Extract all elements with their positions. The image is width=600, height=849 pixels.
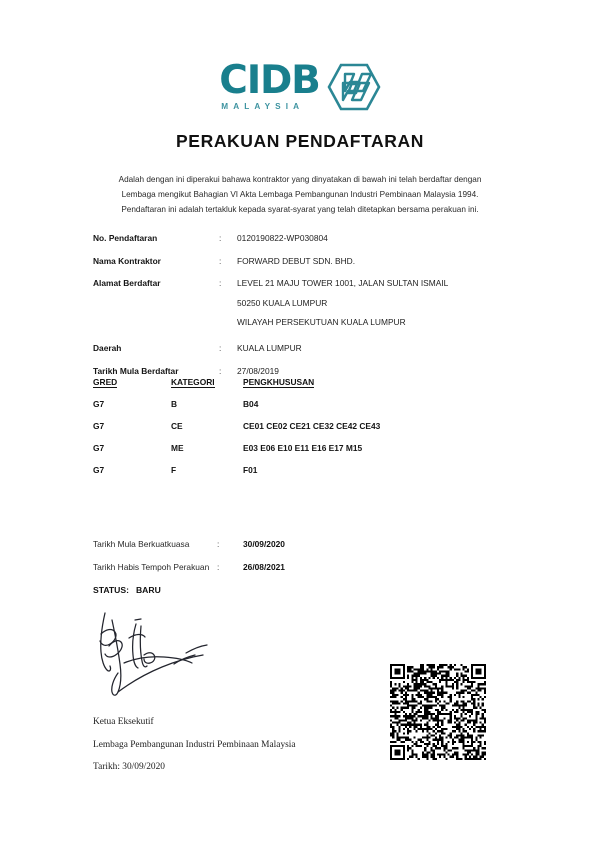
label-expiry-date: Tarikh Habis Tempoh Perakuan [93, 562, 210, 572]
table-header-row [93, 377, 513, 387]
value-address [237, 278, 513, 327]
cell-category: F [171, 465, 177, 475]
address-line-1: LEVEL 21 MAJU TOWER 1001, JALAN SULTAN ISMAIL [237, 278, 449, 288]
status-badge [93, 585, 513, 595]
field-row-contractor-name [93, 256, 513, 266]
label-status: STATUS: [93, 585, 129, 595]
field-spacer [93, 334, 513, 343]
cell-grade: G7 [93, 465, 105, 475]
value-start-date: 27/08/2019 [237, 365, 279, 376]
colon-address: : [219, 278, 222, 288]
field-row-registration-no [93, 233, 513, 243]
value-effective-date: 30/09/2020 [243, 539, 285, 549]
signatory-position: Ketua Eksekutif [93, 717, 154, 727]
column-header-category: KATEGORI [171, 377, 215, 387]
registration-details [93, 233, 513, 388]
colon-registration-no: : [219, 233, 222, 243]
grade-category-table [93, 377, 513, 487]
colon-district: : [219, 343, 222, 353]
field-row-start-date [93, 366, 513, 376]
hexagon-h-monogram-icon [327, 63, 381, 116]
cell-grade: G7 [93, 399, 105, 409]
label-start-date: Tarikh Mula Berdaftar [93, 365, 179, 376]
label-registration-no: No. Pendaftaran [93, 233, 158, 243]
value-contractor-name: FORWARD DEBUT SDN. BHD. [237, 255, 356, 266]
label-contractor-name: Nama Kontraktor [93, 255, 161, 266]
value-district: KUALA LUMPUR [237, 343, 302, 353]
logo-brand-text: CIDB [219, 58, 320, 103]
signatory-date: Tarikh: 30/09/2020 [93, 762, 165, 772]
value-status: BARU [135, 585, 161, 595]
signature-image [88, 608, 238, 703]
qr-code [390, 664, 486, 760]
cell-category: B [171, 399, 178, 409]
field-row-effective-date [93, 539, 513, 549]
cell-grade: G7 [93, 421, 105, 431]
column-header-grade: GRED [93, 377, 118, 387]
value-expiry-date: 26/08/2021 [243, 562, 285, 572]
table-row [93, 443, 513, 453]
value-registration-no: 0120190822-WP030804 [237, 233, 328, 243]
colon-contractor-name: : [219, 255, 222, 266]
label-effective-date: Tarikh Mula Berkuatkuasa [93, 539, 190, 549]
cell-specialization: CE01 CE02 CE21 CE32 CE42 CE43 [243, 421, 381, 431]
colon-start-date: : [219, 365, 222, 376]
cell-category: CE [171, 421, 183, 431]
cell-specialization: B04 [243, 399, 259, 409]
address-line-3: WILAYAH PERSEKUTUAN KUALA LUMPUR [237, 317, 406, 327]
cell-category: ME [171, 443, 184, 453]
cell-specialization: F01 [243, 465, 258, 475]
cidb-logo [0, 58, 600, 116]
intro-line-1: Adalah dengan ini diperakui bahawa kontraktor yang dinyatakan di bawah ini telah berdaftar dengan [118, 175, 482, 184]
intro-line-3: Pendaftaran ini adalah tertakluk kepada syarat-syarat yang telah ditetapkan bersama perakuan ini. [121, 205, 479, 215]
table-row [93, 421, 513, 431]
intro-paragraph [88, 172, 512, 218]
signatory-organisation: Lembaga Pembangunan Industri Pembinaan Malaysia [93, 739, 296, 750]
column-header-specialization: PENGKHUSUSAN [243, 377, 315, 387]
field-row-address [93, 278, 513, 327]
colon-expiry-date: : [217, 562, 220, 572]
cell-grade: G7 [93, 443, 105, 453]
logo-subtitle-text: MALAYSIA [221, 102, 305, 112]
page-title: PERAKUAN PENDAFTARAN [176, 131, 424, 151]
table-row [93, 465, 513, 475]
validity-block [93, 539, 513, 595]
colon-effective-date: : [217, 539, 220, 549]
cell-specialization: E03 E06 E10 E11 E16 E17 M15 [243, 443, 363, 453]
table-row [93, 399, 513, 409]
label-address: Alamat Berdaftar [93, 278, 161, 288]
address-line-2: 50250 KUALA LUMPUR [237, 297, 328, 308]
field-row-district [93, 343, 513, 353]
intro-line-2: Lembaga mengikut Bahagian VI Akta Lembaga Pembangunan Industri Pembinaan Malaysia 1994. [121, 190, 479, 200]
signatory-footer [93, 717, 423, 772]
label-district: Daerah [93, 343, 122, 353]
field-row-expiry-date [93, 562, 513, 572]
